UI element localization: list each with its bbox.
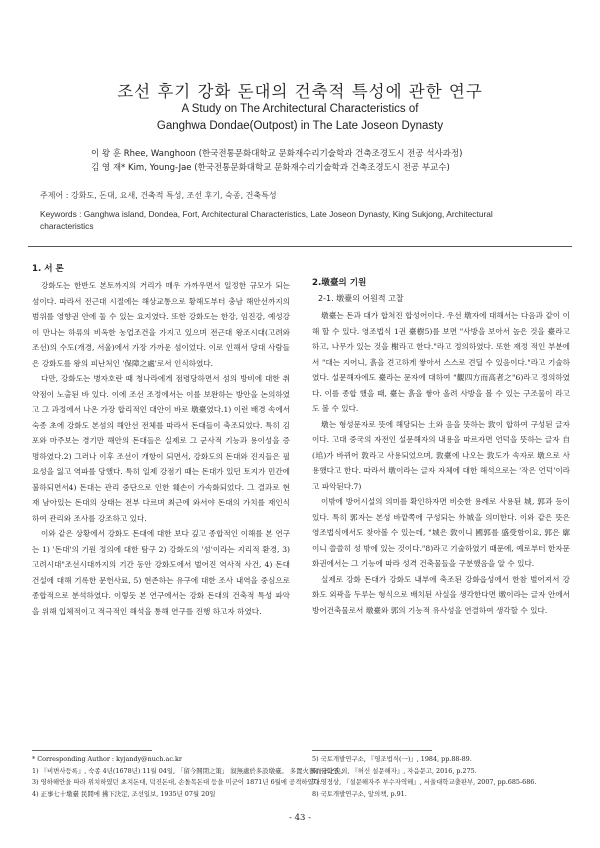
paragraph: 墩는 형성문자로 뜻에 해당되는 土와 음을 뜻하는 敦이 합하여 구성된 글자이다. 고대 중국의 자전인 설문해자의 내용을 따르자면 언덕을 뜻하는 글자 自(垖)가 바뀌어 敦라고 사용되었으며, 敦臺에 나오는 敦도가 속자로 墩으로 사용했다고 한다. 따라서 墩이라는 글자 자체에 대한 해석으로는 '작은 언덕'이라고 파악된다.7) — [312, 419, 570, 491]
footnote: 8) 국토개발연구소, 앞의책, p.91. — [312, 789, 407, 798]
author-2: 김 영 재* Kim, Young-Jae (한국전통문화대학교 문화재수리기술학과 건축조경도시 전공 부교수) — [91, 163, 450, 173]
subsection-heading: 2-1. 墩臺의 어원적 고찰 — [318, 294, 404, 303]
paragraph: 이밖에 방어시설의 의미를 확인하자면 비슷한 용례로 사용된 城, 郭과 등이 있다. 특히 郭자는 본성 바깥쪽에 구성되는 外城을 의미한다. 이와 같은 뜻은 영조법식에서도 찾아볼 수 있는데, "城은 敦이니 國郭를 盛受함이요, 郭은 廓이니 쓸쓸히 성 밖에 있는 것이다."8)라고 기술하였기 때문에, 예로부터 한자문화권에서는 그 기능에 따라 성격 건축물들을 구분했음을 알 수 있다. — [312, 497, 570, 568]
keywords-english-line2: characteristics — [40, 221, 94, 231]
footnote: * Corresponding Author : kyjandy@nuch.ac.kr — [32, 755, 182, 763]
footnotes-left — [32, 754, 348, 800]
footnote: 4) 正事七十墩臺 民間에 拂下決定, 조선일보, 1935년 07월 20일 — [32, 789, 216, 798]
keywords-korean: 주제어 : 강화도, 돈대, 요새, 건축적 특성, 조선 후기, 숙종, 건축특성 — [40, 191, 277, 200]
footnote: 7) 영정상, 『설문해자주 부수자역해』, 서울대학교출판부, 2007, pp.685-686. — [312, 778, 537, 786]
paragraph: 실제로 강화 돈대가 강화도 내부에 축조된 강화읍성에서 한참 벌어져서 강화도 외곽을 두루는 형식으로 배치된 사실을 생각한다면 墩이라는 글자 안에서 방어건축물로서 墩臺와 郭의 기능적 유사성을 연결하여 생각할 수 있다. — [312, 574, 570, 615]
footnote-rule-right — [312, 750, 432, 751]
paragraph: 墩臺는 돈과 대가 합쳐진 합성어이다. 우선 墩자에 대해서는 다음과 같이 이해 할 수 있다. 영조법식 1권 臺樹5)를 보면 "사방을 보아서 높은 것을 臺라고 하고, 나무가 있는 것을 榭라고 한다."라고 정의하였다. 또한 재정 적인 부분에서 "대는 지어니, 흙을 견고하게 쌓아서 스스로 견딜 수 있음이다."라고 기술하였다. 설문해자에도 臺라는 문자에 대하여 "觀四方而高者之"6)라고 정의하였다. 이를 종합 했을 때, 臺는 흙을 쌓아 올려 사방을 볼 수 있는 구조물이 라고도 볼 수 있다. — [312, 311, 570, 413]
paper-title-korean: 조선 후기 강화 돈대의 건축적 특성에 관한 연구 — [117, 82, 483, 101]
right-column-body — [312, 308, 570, 618]
section-heading-introduction: 1. 서 론 — [32, 264, 64, 274]
footnotes-right — [312, 754, 574, 800]
paper-title-english-line1: A Study on The Architectural Characteristics of — [181, 103, 419, 115]
footnote-rule-left — [32, 750, 152, 751]
paragraph: 강화도는 한반도 본토까지의 거리가 매우 가까우면서 일정한 규모가 되는 섬이다. 따라서 전근대 시절에는 해상교통으로 황해도부터 충남 해안선까지의 범위를 영향권 안에 둘 수 있는 요지였다. 또한 강화도는 한강, 임진강, 예성강이 만나는 하류의 비옥한 농업조건을 가지고 있으며 전근대 왕조시대(고려와 조선)의 수도(개경, 서울)에서 가장 가까운 섬이었다. 이로 인해서 당대 사람들은 강화도를 왕의 피난처인 '保障之處'로서 인식하였다. — [32, 281, 290, 368]
footnote: 3) 영하해안을 따라 위치하였던 초지돈대, 덕진돈대, 손돌목돈대 등을 미군이 1871년 6월에 공격하였다. — [32, 778, 322, 786]
left-column-body — [32, 278, 290, 619]
footnote: 1) 『비변사등록』, 숙종 4년(1678년) 11월 04일, 「留今開閉之策」 叙無處於多設墩臺。 多置火器而守之矣。 — [32, 766, 348, 775]
page-number: - 43 - — [289, 813, 311, 823]
header-divider — [28, 246, 572, 247]
section-heading-origin: 2.墩臺의 기원 — [312, 278, 367, 288]
paragraph: 다만, 강화도는 병자호란 때 청나라에게 점령당하면서 섬의 방비에 대한 취약점이 노출된 바 있다. 이에 조선 조정에서는 이를 보완하는 방안을 논의하였고 그 과정에서 나온 가장 합리적인 대안이 바로 墩臺였다.1) 이런 배경 속에서 숙종 초에 강화도 본섬의 해안선 전체를 따라서 돈대들이 축조되었다. 특히 김포와 마주보는 경기만 해안의 돈대들은 실제로 그 군사적 기능과 용이성을 증명하였다.2) 그러나 이후 조선이 개항이 되면서, 강화도의 돈대와 진지들은 필요성을 잃고 역파를 당했다. 특히 일제 강점기 때는 돈대가 있던 토지가 민간에 불하되면서4) 돈대는 관리 중단으로 인한 훼손이 가속화되었다. 그 결과로 현재 남아있는 돈대의 상태는 전부 다르며 최근에 와서야 돈대의 가치를 재인식하여 관리와 조사를 강조하고 있다. — [32, 374, 290, 523]
paragraph: 이와 같은 상황에서 강화도 돈대에 대한 보다 깊고 종합적인 이해를 본 연구는 1) '돈대'의 기원 정의에 대한 탐구 2) 강화도의 '섬'이라는 지리적 환경, 3) 고려시대"조선시대까지의 기간 동안 강화도에서 벌어진 역사적 사건, 4) 돈대 건설에 대해 기록한 문헌사료, 5) 현존하는 유구에 대한 조사 내역을 중심으로 종합적으로 분석하였다. 이렇듯 본 연구에서는 강화 돈대의 건축적 특성 파악을 위해 입체적이고 적극적인 해석을 통해 연구를 진행 하고자 하였다. — [32, 529, 290, 616]
paper-title-english-line2: Ganghwa Dondae(Outpost) in The Late Joseon Dynasty — [156, 120, 444, 132]
keywords-english-line1: Keywords : Ganghwa island, Dondea, Fort, Architectural Characteristics, Late Joseon Dynasty, King Sukjong, Architectural — [40, 209, 493, 219]
footnote: 5) 국토개발연구소, 『영조법식(一)』, 1984, pp.88-89. — [312, 755, 472, 763]
author-1: 이 왕 훈 Rhee, Wanghoon (한국전통문화대학교 문화재수리기술학과 건축조경도시 전공 석사과정) — [91, 149, 463, 159]
footnote: 6) 금화연 외, 『허신 설문해자』, 자음문고, 2016, p.275. — [312, 766, 477, 775]
